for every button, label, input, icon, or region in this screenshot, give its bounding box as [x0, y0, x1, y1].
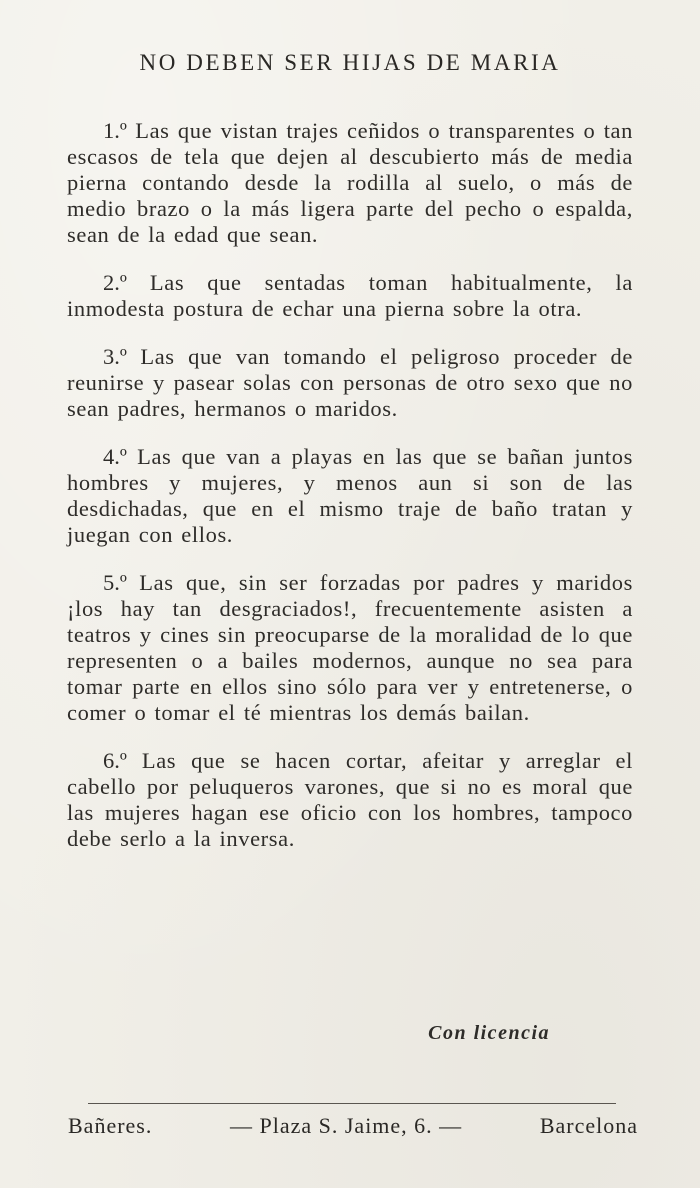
rule-number: 4.º [103, 444, 127, 469]
rule-2 [67, 270, 633, 322]
footer-divider [88, 1103, 616, 1104]
rule-6 [67, 748, 633, 852]
rules-list [67, 118, 633, 874]
rule-number: 6.º [103, 748, 127, 773]
rule-number: 1.º [103, 118, 127, 143]
rule-4 [67, 444, 633, 548]
rule-text: Las que van tomando el peligroso proceder de reunirse y pasear solas con personas de otro sexo que no sean padres, hermanos o maridos. [67, 344, 633, 421]
rule-5 [67, 570, 633, 726]
footer-address: — Plaza S. Jaime, 6. — [229, 1113, 463, 1138]
rule-3 [67, 344, 633, 422]
rule-1 [67, 118, 633, 248]
rule-number: 2.º [103, 270, 127, 295]
footer-publisher: Bañeres. [68, 1113, 153, 1138]
document-title: NO DEBEN SER HIJAS DE MARIA [139, 50, 561, 75]
footer-city: Barcelona [539, 1113, 638, 1138]
footer [68, 1113, 638, 1139]
rule-number: 3.º [103, 344, 127, 369]
license-note: Con licencia [428, 1022, 550, 1044]
rule-text: Las que vistan trajes ceñidos o transparentes o tan escasos de tela que dejen al descubierto más de media pierna contando desde la rodilla al suelo, o más de medio brazo o la más ligera parte del pecho o espalda, sean de la edad que sean. [67, 118, 633, 247]
rule-text: Las que se hacen cortar, afeitar y arreglar el cabello por peluqueros varones, que si no es moral que las mujeres hagan ese oficio con los hombres, tampoco debe serlo a la inversa. [67, 748, 633, 851]
rule-text: Las que, sin ser forzadas por padres y maridos ¡los hay tan desgraciados!, frecuentemente asisten a teatros y cines sin preocuparse de la moralidad de lo que representen o a bailes modernos, aunque no sea para tomar parte en ellos sino sólo para ver y entretenerse, o comer o tomar el té mientras los demás bailan. [67, 570, 633, 725]
rule-number: 5.º [103, 570, 127, 595]
rule-text: Las que van a playas en las que se bañan juntos hombres y mujeres, y menos aun si son de las desdichadas, que en el mismo traje de baño tratan y juegan con ellos. [67, 444, 633, 547]
rule-text: Las que sentadas toman habitualmente, la inmodesta postura de echar una pierna sobre la otra. [67, 270, 633, 321]
